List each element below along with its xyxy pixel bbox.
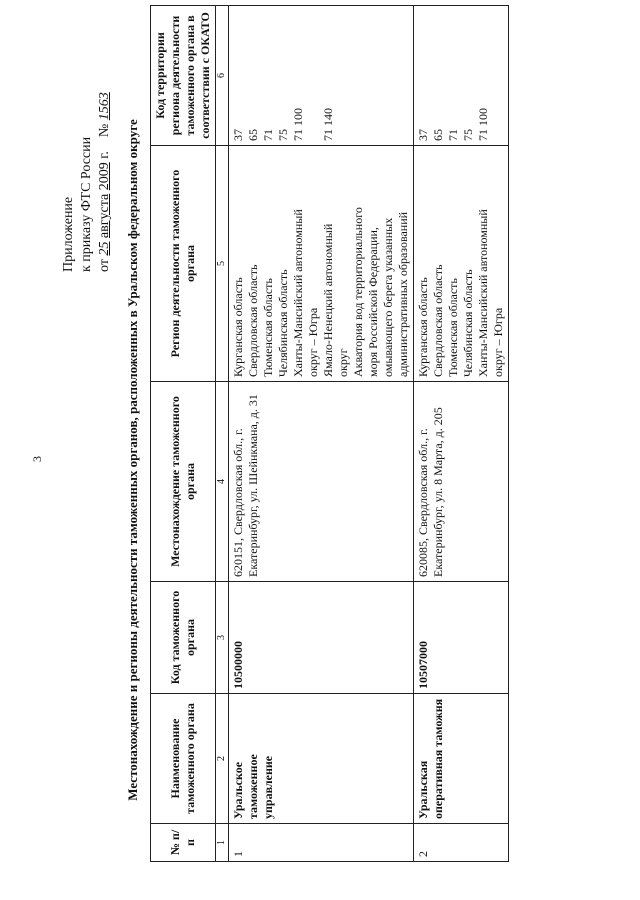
header-num: № п/п	[151, 824, 216, 862]
region-line: Свердловская область	[246, 264, 260, 377]
appendix-order-ref: к приказу ФТС России	[79, 136, 94, 272]
row-code: 10500000	[229, 582, 414, 694]
column-number: 2	[216, 694, 229, 824]
appendix-header	[60, 32, 114, 272]
column-number: 1	[216, 824, 229, 862]
region-line: округ – Югра	[306, 307, 320, 377]
appendix-label: Приложение	[61, 196, 76, 272]
row-num: 2	[414, 824, 509, 862]
region-line: Курганская область	[416, 277, 430, 377]
appendix-number: 1563	[97, 92, 112, 121]
column-number: 4	[216, 382, 229, 582]
row-regions	[229, 146, 414, 382]
okato-line: 75	[276, 129, 290, 141]
region-line: округ	[336, 348, 350, 377]
column-number-row	[216, 6, 229, 862]
region-line: Акватория вод территориального	[351, 207, 365, 377]
column-number: 3	[216, 582, 229, 694]
okato-line: 71	[446, 129, 460, 141]
okato-line: 75	[461, 129, 475, 141]
row-okato	[229, 6, 414, 146]
header-name: Наименование таможенного органа	[151, 694, 216, 824]
region-line: омывающего берега указанных	[381, 217, 395, 377]
appendix-date-line	[96, 32, 114, 272]
okato-line	[306, 10, 321, 141]
region-line: Тюменская область	[446, 278, 460, 377]
document-title: Местонахождение и регионы деятельности таможенных органов, расположенных в Уральском федеральном округе	[125, 119, 140, 801]
appendix-year-suffix: г.	[97, 151, 112, 159]
region-line: Ямало-Ненецкий автономный	[321, 223, 335, 377]
okato-line: 65	[431, 129, 445, 141]
customs-table	[150, 5, 509, 862]
row-code: 10507000	[414, 582, 509, 694]
header-location: Местонахождение таможенного органа	[151, 382, 216, 582]
appendix-day: 25	[97, 241, 112, 256]
column-number: 5	[216, 146, 229, 382]
region-line: Тюменская область	[261, 278, 275, 377]
okato-line: 65	[246, 129, 260, 141]
column-number: 6	[216, 6, 229, 146]
row-name: Уральское таможенное управление	[229, 694, 414, 824]
okato-line: 37	[416, 129, 430, 141]
row-regions	[414, 146, 509, 382]
okato-line: 71 140	[321, 108, 335, 141]
header-code: Код таможенного органа	[151, 582, 216, 694]
header-row	[151, 6, 216, 862]
header-okato: Код территории региона деятельности таможенного органа в соответствии с ОКАТО	[151, 6, 216, 146]
row-name: Уральская оперативная таможня	[414, 694, 509, 824]
region-line: Ханты-Мансийский автономный	[291, 209, 305, 377]
row-location: 620085, Свердловская обл., г. Екатеринбург, ул. 8 Марта, д. 205	[414, 382, 509, 582]
table-row	[414, 6, 509, 862]
okato-line: 71 100	[476, 108, 490, 141]
okato-line: 71	[261, 129, 275, 141]
region-line: Челябинская область	[276, 269, 290, 377]
okato-line: 37	[231, 129, 245, 141]
page-number: 3	[30, 456, 44, 462]
header-region: Регион деятельности таможенного органа	[151, 146, 216, 382]
row-num: 1	[229, 824, 414, 862]
table-row	[229, 6, 414, 862]
appendix-year: 2009	[97, 162, 112, 191]
appendix-date-prefix: от	[97, 259, 112, 272]
region-line: Свердловская область	[431, 264, 445, 377]
row-location: 620151, Свердловская обл., г. Екатеринбург, ул. Шейнкмана, д. 31	[229, 382, 414, 582]
region-line: округ – Югра	[491, 307, 505, 377]
region-line: моря Российской Федерации,	[366, 227, 380, 377]
row-okato	[414, 6, 509, 146]
okato-line: 71 100	[291, 108, 305, 141]
region-line: Курганская область	[231, 277, 245, 377]
appendix-number-sign: №	[97, 123, 112, 138]
region-line: административных образований	[396, 211, 410, 377]
appendix-month: августа	[97, 193, 112, 239]
region-line: Челябинская область	[461, 269, 475, 377]
region-line: Ханты-Мансийский автономный	[476, 209, 490, 377]
